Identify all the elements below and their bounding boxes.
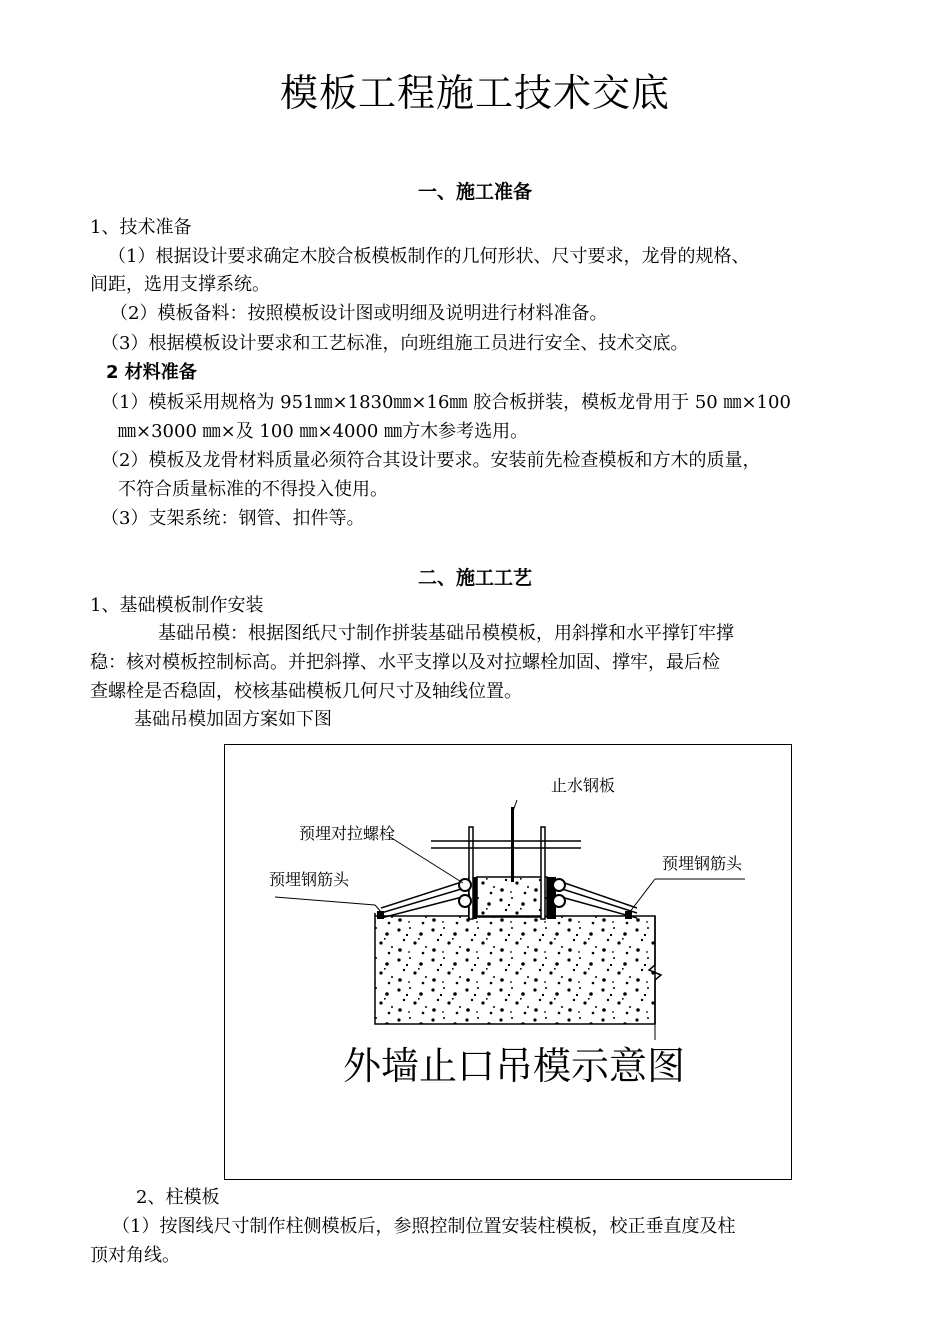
section-heading-preparation: 一、施工准备	[417, 181, 532, 203]
paragraph-line: （1）根据设计要求确定木胶合板模板制作的几何形状、尺寸要求，龙骨的规格、	[108, 246, 750, 267]
paragraph-line: （3）根据模板设计要求和工艺标准，向班组施工员进行安全、技术交底。	[101, 333, 689, 354]
formwork-diagram	[224, 744, 792, 1180]
subheading-tech-prep: 1、技术准备	[90, 217, 192, 238]
subheading-column-formwork: 2、柱模板	[136, 1187, 220, 1208]
paragraph-line: 查螺栓是否稳固，校核基础模板几何尺寸及轴线位置。	[90, 681, 522, 702]
subheading-foundation-formwork: 1、基础模板制作安装	[90, 595, 264, 616]
paragraph-line: （1）按图线尺寸制作柱侧模板后，参照控制位置安装柱模板，校正垂直度及柱	[112, 1216, 736, 1237]
paragraph-line: 间距，选用支撑系统。	[90, 274, 270, 295]
paragraph-line: ㎜×3000 ㎜×及 100 ㎜×4000 ㎜方木参考选用。	[118, 421, 529, 442]
label-embedded-tie-bolt: 预埋对拉螺栓	[299, 824, 396, 843]
figure-caption: 外墙止口吊模示意图	[343, 1044, 686, 1088]
paragraph-line: （2）模板备料：按照模板设计图或明细及说明进行材料准备。	[110, 303, 608, 324]
paragraph-line: （1）模板采用规格为 951㎜×1830㎜×16㎜ 胶合板拼装，模板龙骨用于 50 ㎜×100	[101, 392, 791, 413]
page-title: 模板工程施工技术交底	[279, 71, 670, 115]
paragraph-line: 稳：核对模板控制标高。并把斜撑、水平支撑以及对拉螺栓加固、撑牢，最后检	[90, 652, 720, 673]
paragraph-line: （3）支架系统：钢管、扣件等。	[101, 508, 365, 529]
label-water-stop-plate: 止水钢板	[551, 776, 616, 795]
label-embedded-rebar-right: 预埋钢筋头	[662, 854, 743, 873]
label-embedded-rebar-left: 预埋钢筋头	[269, 870, 350, 889]
paragraph-line: 基础吊模加固方案如下图	[134, 709, 332, 730]
paragraph-line: 顶对角线。	[90, 1245, 180, 1266]
paragraph-line: 不符合质量标准的不得投入使用。	[118, 479, 388, 500]
paragraph-line: 基础吊模：根据图纸尺寸制作拼装基础吊模模板，用斜撑和水平撑钉牢撑	[158, 623, 734, 644]
subheading-material-prep: 2 材料准备	[106, 362, 197, 383]
section-heading-process: 二、施工工艺	[417, 567, 532, 589]
paragraph-line: （2）模板及龙骨材料质量必须符合其设计要求。安装前先检查模板和方木的质量，	[101, 450, 761, 471]
formwork-drawing	[225, 745, 791, 1179]
